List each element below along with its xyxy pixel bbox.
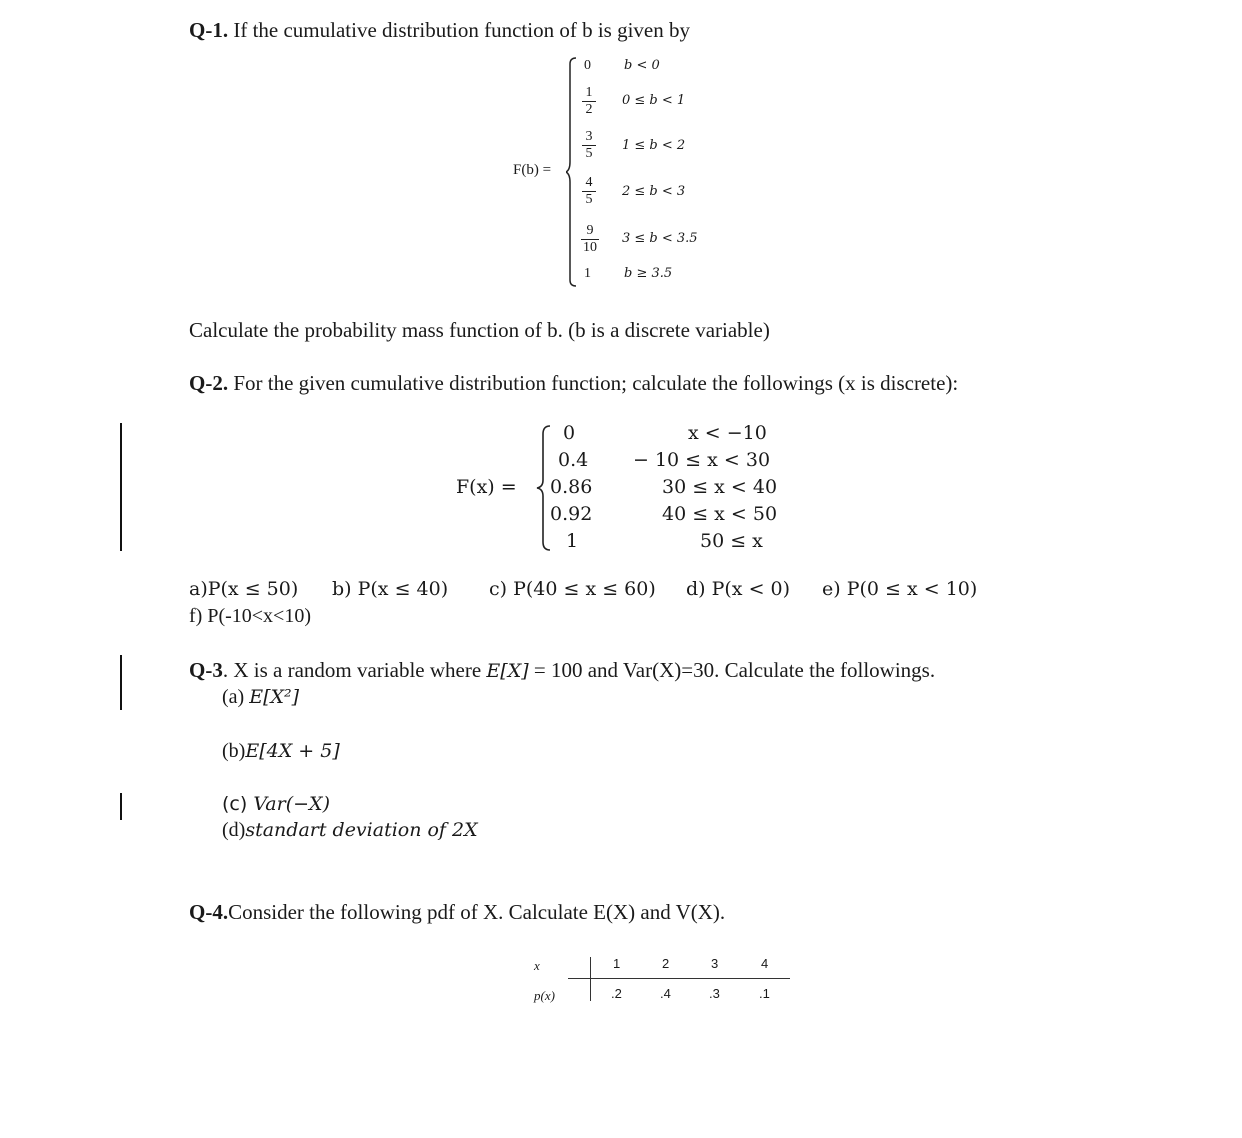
q2-part-a: a)P(x ≤ 50) [189, 578, 299, 600]
q3-expectation: E[X] [486, 660, 529, 682]
q1-case-3-num: 4 [585, 175, 593, 190]
q2-case-4-cond: 50 ≤ x [700, 530, 763, 552]
q4-table-vline [590, 957, 591, 1001]
q2-case-0-cond: x < −10 [688, 422, 767, 444]
q1-case-0-cond: b < 0 [624, 58, 660, 73]
q3-text-a: . X is a random variable where [222, 658, 487, 682]
q4-p-1: .2 [611, 986, 622, 1001]
q3-item-d [222, 819, 478, 842]
q2-label: Q-2. [189, 371, 229, 395]
q3-b-label: (b) [222, 740, 246, 762]
q1-case-4-num: 9 [586, 223, 594, 238]
q1-case-4-cond: 3 ≤ b < 3.5 [622, 231, 698, 246]
q1-case-1-num: 1 [585, 85, 593, 100]
q1-heading [189, 18, 690, 43]
q2-part-d: d) P(x < 0) [686, 578, 791, 600]
q2-case-1-cond: − 10 ≤ x < 30 [633, 449, 771, 471]
q3-item-a [222, 686, 299, 709]
q4-text: Consider the following pdf of X. Calculate E(X) and V(X). [228, 900, 726, 924]
q2-case-2-cond: 30 ≤ x < 40 [662, 476, 778, 498]
change-bar-3 [120, 793, 122, 820]
q2-heading [189, 371, 958, 396]
q1-question: Calculate the probability mass function of b. (b is a discrete variable) [189, 318, 770, 342]
q4-x-header: x [534, 958, 540, 973]
q3-a-expr: E[X²] [249, 686, 300, 708]
q4-x-4: 4 [761, 956, 769, 971]
q4-p-4: .1 [759, 986, 770, 1001]
q1-case-3-den: 5 [585, 192, 593, 207]
q1-case-3-cond: 2 ≤ b < 3 [622, 184, 686, 199]
q1-text: If the cumulative distribution function of b is given by [228, 18, 690, 42]
q4-x-3: 3 [711, 956, 719, 971]
change-bar-2 [120, 655, 122, 710]
q4-p-3: .3 [709, 986, 720, 1001]
q1-case-0-value: 0 [584, 58, 591, 73]
q1-case-2-fraction [582, 130, 596, 161]
q3-a-label: (a) [222, 686, 245, 708]
q1-case-1-den: 2 [585, 102, 593, 117]
q4-x-1: 1 [613, 956, 621, 971]
q3-d-expr: standart deviation of 2X [245, 819, 478, 841]
q2-case-0-value: 0 [563, 422, 576, 444]
q2-part-b: b) P(x ≤ 40) [332, 578, 449, 600]
q1-case-2-cond: 1 ≤ b < 2 [622, 138, 686, 153]
q3-item-b [222, 740, 340, 763]
q2-part-f: f) P(-10<x<10) [189, 605, 311, 627]
q3-d-label: (d) [222, 819, 246, 841]
q2-part-e: e) P(0 ≤ x < 10) [822, 578, 978, 600]
q4-heading [189, 900, 725, 925]
q2-case-3-value: 0.92 [550, 503, 593, 525]
q2-lhs: F(x) = [456, 476, 517, 498]
q1-case-3-fraction [582, 176, 596, 207]
q1-case-1-cond: 0 ≤ b < 1 [622, 93, 686, 108]
q3-item-c [222, 793, 330, 815]
q1-case-2-den: 5 [585, 146, 593, 161]
q4-p-2: .4 [660, 986, 671, 1001]
q3-b-expr: E[4X + 5] [245, 740, 340, 762]
q2-case-4-value: 1 [566, 530, 579, 552]
q2-part-c: c) P(40 ≤ x ≤ 60) [489, 578, 656, 600]
q3-c-label: (c) [222, 793, 248, 815]
q4-table-hline [568, 978, 790, 979]
q1-brace [566, 56, 578, 288]
q2-text: For the given cumulative distribution function; calculate the followings (x is discrete): [228, 371, 959, 395]
q1-case-4-fraction [581, 224, 599, 255]
q3-heading [189, 658, 935, 683]
q1-case-4-den: 10 [583, 240, 597, 255]
q1-label: Q-1. [189, 18, 229, 42]
q1-lhs: F(b) = [513, 162, 552, 178]
change-bar-1 [120, 423, 122, 551]
q4-p-header: p(x) [534, 988, 555, 1003]
q1-case-1-fraction [582, 86, 596, 117]
q3-text-b: = 100 and Var(X)=30. Calculate the followings. [528, 658, 936, 682]
q2-case-1-value: 0.4 [558, 449, 589, 471]
q3-label: Q-3 [189, 658, 223, 682]
q1-case-2-num: 3 [585, 129, 593, 144]
q3-c-expr: Var(−X) [253, 793, 330, 815]
q2-case-3-cond: 40 ≤ x < 50 [662, 503, 778, 525]
q2-case-2-value: 0.86 [550, 476, 593, 498]
q4-x-2: 2 [662, 956, 670, 971]
q1-case-5-cond: b ≥ 3.5 [624, 266, 673, 281]
q1-case-5-value: 1 [584, 266, 591, 281]
q4-label: Q-4. [189, 900, 229, 924]
